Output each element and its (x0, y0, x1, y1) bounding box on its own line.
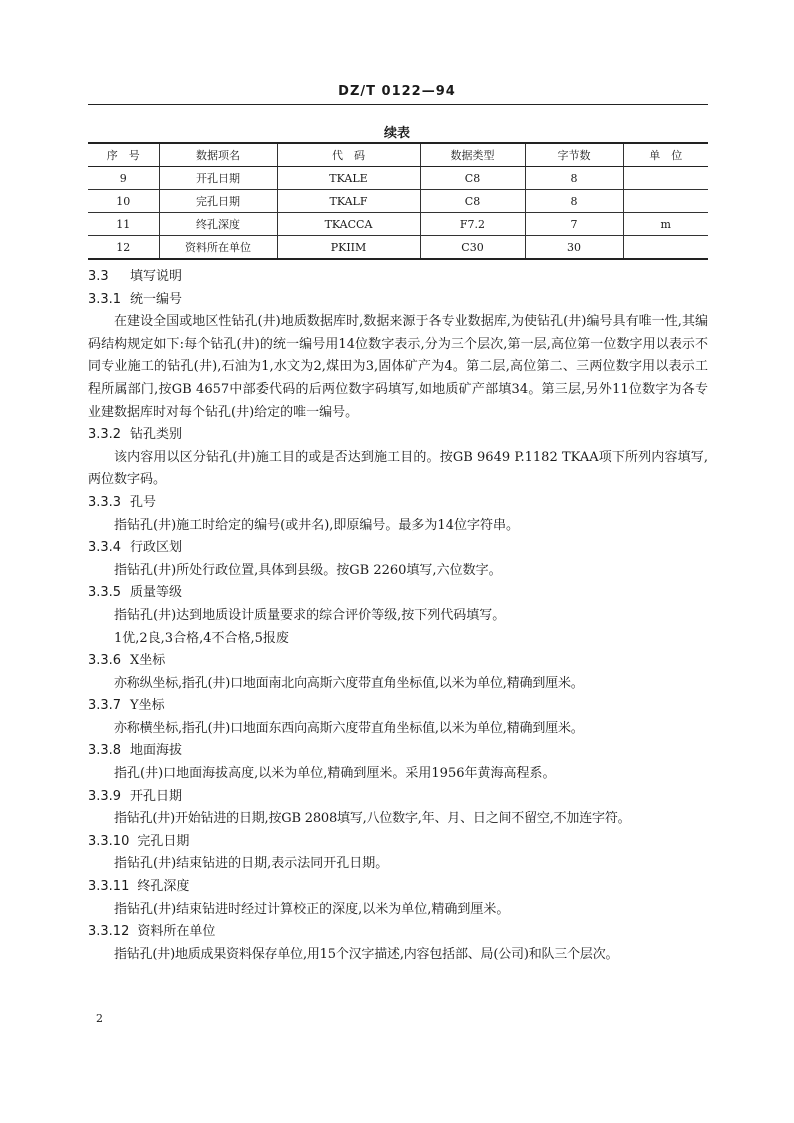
column-header: 字节数 (525, 143, 623, 167)
section-title: 地面海拔 (130, 743, 183, 759)
section-title: 开孔日期 (130, 788, 183, 804)
section-title: 质量等级 (130, 585, 183, 601)
section-heading (88, 492, 708, 515)
section-heading (88, 650, 708, 673)
table-row (88, 167, 708, 190)
section-title: 统一编号 (130, 291, 183, 307)
section-paragraph: 该内容用以区分钻孔(井)施工目的或是否达到施工目的。按GB 9649 P.1182 TKAA项下所列内容填写,两位数字码。 (88, 449, 708, 488)
section-heading (88, 424, 708, 447)
cell-bytes: 30 (525, 236, 623, 260)
cell-name: 开孔日期 (159, 167, 277, 190)
section-number: 3.3.2 (88, 427, 122, 443)
column-header: 代 码 (277, 143, 420, 167)
section-paragraph: 亦称横坐标,指孔(井)口地面东西向高斯六度带直角坐标值,以米为单位,精确到厘米。 (114, 720, 584, 736)
cell-seq: 12 (88, 236, 159, 260)
section-title: 完孔日期 (137, 833, 190, 849)
section-heading (88, 289, 708, 312)
cell-seq: 10 (88, 190, 159, 213)
table-header-row (88, 143, 708, 167)
section-paragraph: 指钻孔(井)结束钻进时经过计算校正的深度,以米为单位,精确到厘米。 (114, 901, 510, 917)
section-title: 填写说明 (130, 269, 183, 284)
section-title: 钻孔类别 (130, 427, 183, 443)
column-header: 数据项名 (159, 143, 277, 167)
section-number: 3.3.10 (88, 833, 130, 849)
page-header: DZ/T 0122—94 (338, 84, 456, 99)
cell-code: TKACCA (277, 213, 420, 236)
section-paragraph: 指钻孔(井)地质成果资料保存单位,用15个汉字描述,内容包括部、局(公司)和队三个层次。 (114, 946, 619, 962)
cell-type: F7.2 (420, 213, 525, 236)
cell-seq: 11 (88, 213, 159, 236)
section-heading (88, 695, 708, 718)
header-divider (88, 104, 708, 105)
section-paragraph: 指钻孔(井)达到地质设计质量要求的综合评价等级,按下列代码填写。 (114, 607, 506, 623)
cell-name: 资料所在单位 (159, 236, 277, 260)
cell-code: TKALE (277, 167, 420, 190)
data-items-table (88, 142, 708, 260)
cell-bytes: 8 (525, 167, 623, 190)
section-number: 3.3.9 (88, 788, 122, 804)
section-paragraph: 指孔(井)口地面海拔高度,以米为单位,精确到厘米。采用1956年黄海高程系。 (114, 766, 556, 782)
table-row (88, 213, 708, 236)
table-row (88, 236, 708, 260)
section-heading (88, 740, 708, 763)
cell-seq: 9 (88, 167, 159, 190)
column-header: 单 位 (623, 143, 708, 167)
section-paragraph: 指钻孔(井)开始钻进的日期,按GB 2808填写,八位数字,年、月、日之间不留空,不加连字符。 (114, 811, 631, 827)
section-heading (88, 921, 708, 944)
section-heading (88, 786, 708, 809)
table-caption: 续表 (383, 126, 410, 141)
page-number: 2 (96, 1012, 103, 1025)
section-number: 3.3.8 (88, 743, 122, 759)
cell-type: C30 (420, 236, 525, 260)
cell-unit (623, 190, 708, 213)
section-title: 孔号 (130, 494, 157, 510)
section-number: 3.3.11 (88, 879, 130, 895)
section-title: 行政区划 (130, 540, 183, 556)
section-number: 3.3.6 (88, 653, 122, 669)
section-paragraph: 指钻孔(井)施工时给定的编号(或井名),即原编号。最多为14位字符串。 (114, 517, 519, 533)
table-row (88, 190, 708, 213)
cell-code: PKIIM (277, 236, 420, 260)
section-number: 3.3.1 (88, 291, 122, 307)
section-number: 3.3.7 (88, 698, 122, 714)
quality-code-list: 1优,2良,3合格,4不合格,5报废 (114, 630, 289, 646)
cell-bytes: 7 (525, 213, 623, 236)
section-number: 3.3.4 (88, 540, 122, 556)
section-title: Y坐标 (130, 698, 165, 714)
section-number: 3.3.12 (88, 924, 130, 940)
section-paragraph: 在建设全国或地区性钻孔(井)地质数据库时,数据来源于各专业数据库,为使钻孔(井)编号具有唯一性,其编码结构规定如下:每个钻孔(井)的统一编号用14位数字表示,分为三个层次,第一层,高位第一位数字用以表示不同专业施工的钻孔(井),石油为1,水文为2,煤田为3,固体矿产为4。第二层,高位第二、三两位数字用以表示工程所属部门,按GB 4657中部委代码的后两位数字码填写,如地质矿产部填34。第三层,另外11位数字为各专业建数据库时对每个钻孔(井)给定的唯一编号。 (88, 314, 708, 420)
section-number: 3.3 (88, 269, 109, 284)
column-header: 数据类型 (420, 143, 525, 167)
section-number: 3.3.3 (88, 494, 122, 510)
cell-name: 终孔深度 (159, 213, 277, 236)
cell-unit: m (623, 213, 708, 236)
cell-unit (623, 167, 708, 190)
section-paragraph: 指钻孔(井)结束钻进的日期,表示法同开孔日期。 (114, 856, 389, 872)
column-header: 序 号 (88, 143, 159, 167)
section-paragraph: 亦称纵坐标,指孔(井)口地面南北向高斯六度带直角坐标值,以米为单位,精确到厘米。 (114, 675, 584, 691)
section-title: 资料所在单位 (137, 924, 216, 940)
section-title: X坐标 (130, 653, 166, 669)
section-number: 3.3.5 (88, 585, 122, 601)
cell-code: TKALF (277, 190, 420, 213)
section-heading (88, 831, 708, 854)
section-heading (88, 537, 708, 560)
section-heading (88, 876, 708, 899)
cell-bytes: 8 (525, 190, 623, 213)
section-heading (88, 582, 708, 605)
section-heading (88, 266, 708, 289)
cell-type: C8 (420, 190, 525, 213)
document-body (88, 266, 708, 966)
cell-type: C8 (420, 167, 525, 190)
section-title: 终孔深度 (137, 879, 190, 895)
section-paragraph: 指钻孔(井)所处行政位置,具体到县级。按GB 2260填写,六位数字。 (114, 562, 502, 578)
cell-unit (623, 236, 708, 260)
cell-name: 完孔日期 (159, 190, 277, 213)
